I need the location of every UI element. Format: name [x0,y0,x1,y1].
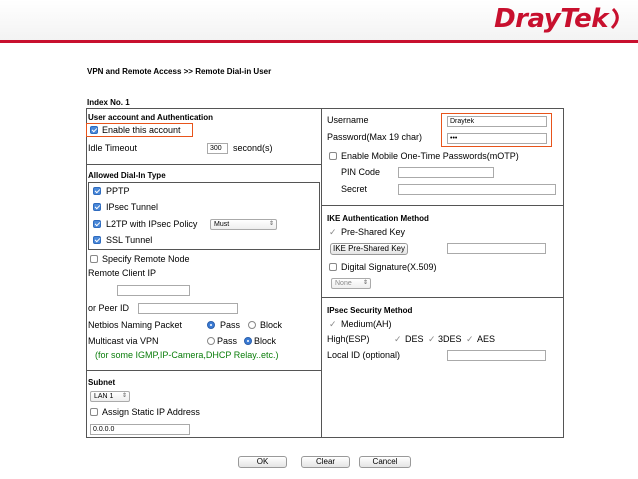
ipsec-tunnel-checkbox[interactable] [93,203,101,211]
ike-section-title: IKE Authentication Method [327,214,429,223]
multicast-label: Multicast via VPN [88,336,159,346]
idle-timeout-label: Idle Timeout [88,143,138,153]
3des-label: 3DES [438,334,462,344]
netbios-label: Netbios Naming Packet [88,320,183,330]
assign-static-ip-checkbox[interactable] [90,408,98,416]
enable-account-label: Enable this account [102,125,181,135]
checkmark-icon: ✓ [466,334,474,344]
clear-button[interactable]: Clear [301,456,350,468]
ssl-tunnel-label: SSL Tunnel [106,235,153,245]
digital-signature-label: Digital Signature(X.509) [341,262,437,272]
ike-psk-input[interactable] [447,243,546,254]
checkmark-icon: ✓ [394,334,402,344]
logo-swoosh-icon [610,8,624,30]
certificate-select[interactable] [331,278,371,289]
password-label: Password(Max 19 char) [327,132,423,142]
subnet-value: LAN 1 [94,393,114,400]
netbios-block-label: Block [260,320,283,330]
ssl-tunnel-checkbox[interactable] [93,236,101,244]
pin-code-label: PIN Code [341,167,381,177]
section-divider [86,370,321,371]
draytek-logo [494,3,624,35]
password-input[interactable] [447,133,547,144]
remote-client-ip-input[interactable] [117,285,190,296]
chevron-updown-icon: ⇕ [121,393,127,399]
section-divider [322,205,564,206]
cancel-button[interactable]: Cancel [359,456,411,468]
pptp-label: PPTP [106,186,130,196]
assign-static-ip-label: Assign Static IP Address [102,407,200,417]
idle-timeout-input[interactable] [207,143,228,154]
idle-timeout-unit: second(s) [233,143,273,153]
multicast-pass-label: Pass [217,336,238,346]
multicast-block-label: Block [254,336,277,346]
netbios-pass-label: Pass [220,320,241,330]
netbios-block-radio[interactable] [248,321,256,329]
section-divider [86,164,321,165]
subnet-select[interactable] [90,391,130,402]
chevron-updown-icon: ⇕ [268,221,274,227]
column-divider [321,108,322,438]
username-label: Username [327,115,369,125]
specify-remote-node-label: Specify Remote Node [102,254,190,264]
local-id-input[interactable] [447,350,546,361]
peer-id-input[interactable] [138,303,238,314]
multicast-block-radio[interactable] [244,337,252,345]
pre-shared-key-label: Pre-Shared Key [341,227,406,237]
l2tp-policy-value: Must [214,221,230,228]
certificate-value: None [335,280,352,287]
ok-button[interactable]: OK [238,456,287,468]
l2tp-checkbox[interactable] [93,220,101,228]
digital-signature-checkbox[interactable] [329,263,337,271]
high-esp-label: High(ESP) [327,334,370,344]
l2tp-policy-select[interactable] [210,219,277,230]
auth-section-title: User account and Authentication [88,113,214,122]
mobile-otp-label: Enable Mobile One-Time Passwords(mOTP) [341,151,519,161]
ipsec-section-title: IPsec Security Method [327,306,413,315]
static-ip-input[interactable] [90,424,190,435]
breadcrumb: VPN and Remote Access >> Remote Dial-in User [87,67,272,76]
local-id-label: Local ID (optional) [327,350,401,360]
pptp-checkbox[interactable] [93,187,101,195]
secret-label: Secret [341,184,368,194]
ipsec-tunnel-label: IPsec Tunnel [106,202,159,212]
des-label: DES [405,334,424,344]
index-label: Index No. 1 [87,98,130,107]
subnet-section-title: Subnet [88,378,116,387]
aes-label: AES [477,334,496,344]
specify-remote-node-checkbox[interactable] [90,255,98,263]
checkmark-icon: ✓ [329,319,337,329]
ike-psk-button[interactable]: IKE Pre-Shared Key [330,243,408,255]
netbios-pass-radio[interactable] [207,321,215,329]
multicast-note: (for some IGMP,IP-Camera,DHCP Relay..etc.) [95,350,279,360]
checkmark-icon: ✓ [428,334,436,344]
section-divider [322,297,564,298]
peer-id-label: or Peer ID [88,303,130,313]
enable-account-checkbox[interactable] [90,126,98,134]
remote-client-ip-label: Remote Client IP [88,268,157,278]
mobile-otp-checkbox[interactable] [329,152,337,160]
username-input[interactable] [447,116,547,127]
logo-text: DrayTek [494,4,608,34]
chevron-updown-icon: ⇕ [362,280,368,286]
dialin-section-title: Allowed Dial-In Type [88,171,166,180]
pin-code-input[interactable] [398,167,494,178]
secret-input[interactable] [398,184,556,195]
medium-ah-label: Medium(AH) [341,319,392,329]
checkmark-icon: ✓ [329,227,337,237]
l2tp-label: L2TP with IPsec Policy [106,219,198,229]
multicast-pass-radio[interactable] [207,337,215,345]
header-red-bar [0,40,638,43]
